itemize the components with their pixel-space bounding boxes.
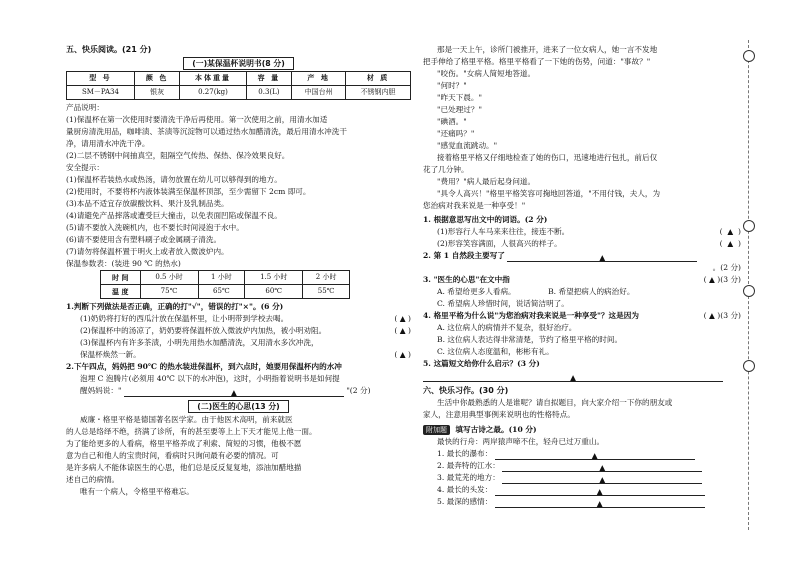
params-title: 保温参数表：(装进 90 ℃ 的热水) [66, 259, 181, 268]
q3-options: A. 希望给更多人看病。 B. 希望把病人的病治好。 [437, 287, 635, 296]
binding-hole [743, 360, 755, 372]
story-line: "昨天下晨。" [437, 93, 482, 102]
bonus-badge: 附加题 [423, 425, 450, 435]
answer-slot[interactable]: ( ▲ ) [394, 326, 411, 335]
spec-cell: 不锈钢内胆 [346, 86, 411, 100]
spec-header: 本体重量 [180, 72, 246, 86]
answer-blank[interactable]: ▲ [495, 486, 705, 496]
answer-slot[interactable]: ▲ [709, 275, 715, 284]
usage-line: (2)二层不锈钢中间抽真空，阻隔空气传热、保热、保冷效果良好。 [66, 151, 290, 160]
story-line: 把手伸给了格里平格。格里平格看了一下她的伤势，问道："事故？" [423, 57, 651, 66]
section-5-title: 五、快乐阅读。(21 分) [66, 45, 152, 54]
story-line: 您治病对我来说是一种享受！" [423, 201, 526, 210]
spec-header: 型 号 [67, 72, 135, 86]
spec-header: 材 质 [346, 72, 411, 86]
story-line: 意为自己和他人的宝贵时间，看病时只询问最有必要的情况。可 [66, 451, 279, 460]
q5-answer-row [423, 370, 741, 382]
story-line: "碘酒。" [437, 117, 467, 126]
q2-line: 泡埋 C 泡腾片(必须用 40℃ 以下的水冲泡)，这时，小明指着说明书是如何提 [80, 374, 340, 383]
answer-blank[interactable]: ▲ [495, 450, 695, 460]
story-line: "咬伤。"女病人简短地答道。 [437, 69, 536, 78]
answer-blank[interactable]: ▲ [507, 252, 697, 262]
q2-score: 。(2 分) [712, 263, 741, 272]
answer-slot[interactable]: ( ▲ ) [719, 239, 741, 248]
usage-title: 产品说明： [66, 103, 104, 112]
section-6-title: 六、快乐习作。(30 分) [423, 386, 509, 395]
param-temp: 60℃ [245, 285, 303, 299]
story-line: 唯有一个病人，令格里平格难忘。 [80, 487, 194, 496]
q4-option: C. 这位病人态度温和，彬彬有礼。 [437, 347, 554, 356]
safety-title: 安全提示： [66, 163, 104, 172]
param-temp: 55℃ [303, 285, 350, 299]
q2-answer-row: 醒妈妈说：" ▲ "(2 分) [80, 386, 371, 397]
answer-slot[interactable]: ( ▲ ) [719, 227, 741, 236]
right-question-4-row: 4. 格里平格为什么说"为您治病对我来说是一种享受"？这是因为 ( ▲ )(3 分) [423, 311, 741, 320]
section6-line: 家人，注意用典型事例来说明也的性格特点。 [423, 410, 575, 419]
story-line: 的人总是络绎不绝，挤满了诊所，有的甚至要等上上下天才能见上他一面。 [66, 427, 317, 436]
param-time: 2 小时 [303, 271, 350, 285]
story-line: "何时？" [437, 81, 467, 90]
answer-slot[interactable]: ( ▲ ) [394, 314, 411, 323]
q3-option: C. 希望病人珍惜时间，说话简洁明了。 [437, 299, 569, 308]
right-question-2-row: 2. 第 1 自然段主要写了 ▲ [423, 250, 741, 262]
spec-cell: SM－PA34 [67, 86, 135, 100]
bonus-item: 1. 最长的瀑布： ▲ [423, 448, 741, 460]
q1-item: (2)保温杯中的汤凉了，奶奶要将保温杯放入微波炉内加热，被小明劝阻。 ( ▲ ) [80, 326, 411, 335]
spec-cell: 0.27(kg) [180, 86, 246, 100]
bonus-example: 最快的行舟：两岸猿声啼不住，轻舟已过万重山。 [437, 437, 605, 446]
q4-option: B. 这位病人表达得非常清楚，节约了格里平格的时间。 [437, 335, 623, 344]
story-line: "还痛吗？" [437, 129, 475, 138]
bonus-item: 4. 最长的头发： ▲ [423, 484, 741, 496]
story-line: "感觉血流跳动。" [437, 141, 498, 150]
spec-header: 容 量 [246, 72, 291, 86]
param-time: 1.5 小时 [245, 271, 303, 285]
q1-item: (1)形容行人车马来来往往，接连不断。 ( ▲ ) [437, 227, 741, 236]
safety-line: (4)请避免产品摔落或遭受巨大撞击，以免表面凹陷或保温不良。 [66, 211, 282, 220]
story-line: "已处理过？" [437, 105, 482, 114]
spec-cell: 中国台州 [292, 86, 346, 100]
binding-margin [742, 40, 754, 530]
left-column [66, 44, 411, 498]
safety-line: (2)使用时，不要将杯内液体装满至保温杯顶部，至少需留下 2cm 即可。 [66, 187, 311, 196]
story-line: 为了能给更多的人看病，格里平格养成了利索、简短的习惯，他极不愿 [66, 439, 302, 448]
param-time: 1 小时 [198, 271, 245, 285]
story-line: 述自己的病情。 [66, 475, 120, 484]
story-line: 花了几分钟。 [423, 165, 469, 174]
param-temp: 75℃ [140, 285, 198, 299]
left-question-2: 2.下午四点，妈妈把 90℃ 的热水装进保温杯，到六点时，她要用保温杯内的水冲 [66, 362, 342, 371]
bonus-item: 5. 最深的感情： ▲ [423, 496, 741, 508]
q1-item: (2)形容笑容满面，人很高兴的样子。 ( ▲ ) [437, 239, 741, 248]
bonus-item: 2. 最奔特的江水： ▲ [423, 460, 741, 472]
binding-hole [743, 285, 755, 297]
answer-blank[interactable]: ▲ [124, 387, 344, 397]
answer-blank[interactable]: ▲ [502, 474, 702, 484]
safety-line: (1)保温杯若装热水或热汤，请勿放置在幼儿可以够得到的地方。 [66, 175, 282, 184]
section6-line: 生活中你最熟悉的人是谁呢？请自拟题目，向大家介绍一下你的朋友或 [437, 398, 673, 407]
story-line: 那是一天上午，诊所门被推开，进来了一位女病人，她一言不发地 [437, 45, 658, 54]
q1-item: (1)奶奶将打好的西瓜汁放在保温杯里，让小明带到学校去喝。 ( ▲ ) [80, 314, 411, 323]
story-line: 是许多病人不能体谅医生的心思，他们总是反反复复地，添油加醋地描 [66, 463, 302, 472]
answer-slot[interactable]: ▲ [709, 311, 715, 320]
right-question-5: 5. 这篇短文给你什么启示？(3 分) [423, 359, 540, 368]
left-question-1: 1.判断下列做法是否正确，正确的打"√"，错误的打"×"。(6 分) [66, 302, 284, 311]
param-time: 0.5 小时 [140, 271, 198, 285]
story-line: "具令人高兴！"格里平格笑容可掬地回答道，"不用付钱，夫人，为 [437, 189, 661, 198]
safety-line: (3)本品不适宜存放碳酸饮料、果汁及乳制品类。 [66, 199, 229, 208]
binding-hole [743, 220, 755, 232]
safety-line: (5)请不要放入洗碗机内，也不要长时间浸泡于水中。 [66, 223, 244, 232]
bonus-header: 附加题 填写古诗之最。(10 分) [423, 424, 741, 436]
spec-table [66, 71, 411, 100]
usage-line: (1)保温杯在第一次使用时要清洗干净后再使用。第一次使用之前，用清水加适 [66, 115, 328, 124]
q1-item: 保温杯焕然一新。 ( ▲ ) [80, 350, 411, 359]
q4-option: A. 这位病人的病情并不复杂，很好治疗。 [437, 323, 577, 332]
binding-hole [743, 50, 755, 62]
spec-cell: 0.3(L) [246, 86, 291, 100]
usage-line: 量厨房清洗用品，咖啡渍、茶渍等沉淀物可以通过热水加醋清洗，最后用清水冲洗干 [66, 127, 347, 136]
param-time-label: 时 间 [101, 271, 141, 285]
bonus-item: 3. 最荒芜的地方： ▲ [423, 472, 741, 484]
q1-item: (3)保温杯内有许多茶渍，小明先用热水加醋清洗，又用清水多次冲洗， [80, 338, 319, 347]
answer-blank[interactable]: ▲ [495, 498, 705, 508]
right-column [423, 44, 741, 508]
right-question-1: 1. 根据意思写出文中的词语。(2 分) [423, 215, 548, 224]
safety-line: (7)请勿将保温杯置于明火上或者放入微波炉内。 [66, 247, 229, 256]
usage-line: 净，请用清水冲洗干净。 [66, 139, 150, 148]
spec-cell: 银灰 [134, 86, 179, 100]
answer-blank[interactable]: ▲ [423, 372, 723, 382]
answer-blank[interactable]: ▲ [502, 462, 702, 472]
spec-header: 产 地 [292, 72, 346, 86]
param-temp: 65℃ [198, 285, 245, 299]
param-table [100, 270, 350, 299]
story-line: 威廉・格里平格是德国著名医学家。由于他医术高明，前来就医 [80, 415, 293, 424]
part2-title: (二)医生的心思(13 分) [188, 400, 288, 413]
part1-title: (一)某保温杯说明书(8 分) [183, 57, 294, 70]
answer-slot[interactable]: ( ▲ ) [394, 350, 411, 359]
param-temp-label: 温 度 [101, 285, 141, 299]
story-line: 接着格里平格又仔细地检查了她的伤口，迅速地进行包扎，前后仅 [437, 153, 658, 162]
story-line: "费用？"病人最后起身问道。 [437, 177, 536, 186]
safety-line: (6)请不要使用含有塑料刷子或金属刷子清洗。 [66, 235, 222, 244]
spec-header: 颜 色 [134, 72, 179, 86]
right-question-3-row: 3. "医生的心思"在文中指 ( ▲ )(3 分) [423, 275, 741, 284]
